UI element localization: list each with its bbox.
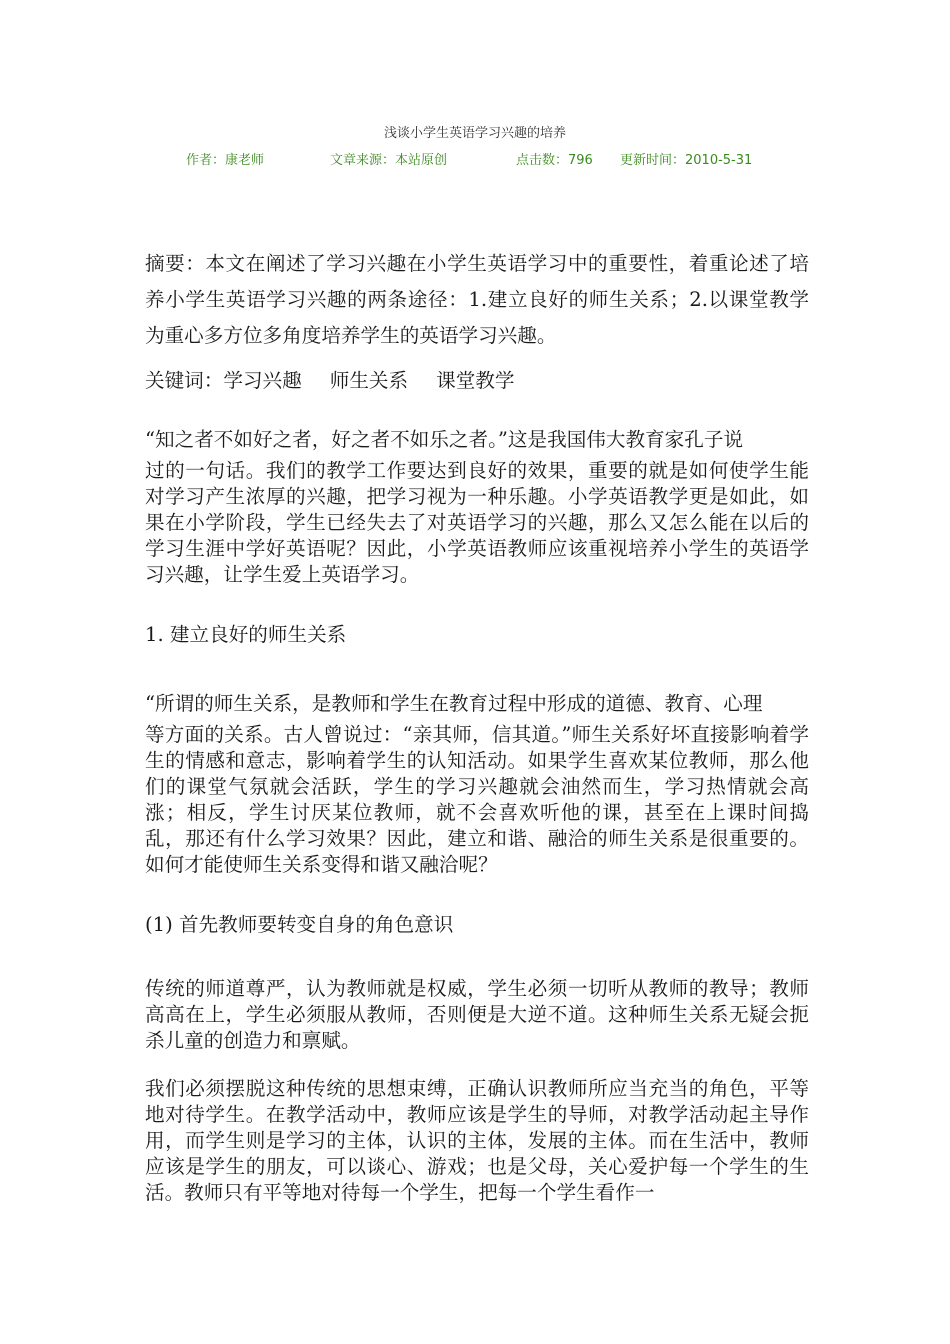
article-body — [145, 246, 809, 1206]
updated-label: 更新时间： — [620, 153, 686, 168]
section1-heading: 1. 建立良好的师生关系 — [145, 623, 347, 646]
section1-paragraph — [145, 686, 809, 878]
intro-paragraph — [145, 422, 809, 588]
updated-value: 2010-5-31 — [685, 153, 753, 168]
keyword-1: 学习兴趣 — [223, 369, 302, 392]
sub1-heading: (1) 首先教师要转变自身的角色意识 — [145, 913, 454, 936]
keywords — [145, 368, 809, 394]
article-title: 浅谈小学生英语学习兴趣的培养 — [383, 126, 566, 141]
hits-value: 796 — [568, 153, 593, 168]
hits — [516, 150, 593, 172]
section1-rest: 等方面的关系。古人曾说过：“亲其师，信其道。”师生关系好坏直接影响着学生的情感和意志，影响着学生的认知活动。如果学生喜欢某位教师，那么他们的课堂气氛就会活跃，学生的学习兴趣就会油然而生，学习热情就会高涨；相反，学生讨厌某位教师，就不会喜欢听他的课，甚至在上课时间捣乱，那还有什么学习效果？因此，建立和谐、融洽的师生关系是很重要的。如何才能使师生关系变得和谐又融洽呢？ — [145, 723, 809, 876]
author: 作者：康老师 — [186, 153, 265, 168]
abstract: 摘要：本文在阐述了学习兴趣在小学生英语学习中的重要性，着重论述了培养小学生英语学习兴趣的两条途径：1.建立良好的师生关系；2.以课堂教学为重心多方位多角度培养学生的英语学习兴趣。 — [145, 252, 809, 347]
keyword-3: 课堂教学 — [436, 369, 515, 392]
keywords-label: 关键词： — [145, 369, 224, 392]
hits-label: 点击数： — [516, 153, 569, 168]
updated — [620, 150, 752, 172]
sub1-paragraph-2: 我们必须摆脱这种传统的思想束缚，正确认识教师所应当充当的角色，平等地对待学生。在教学活动中，教师应该是学生的导师，对教学活动起主导作用，而学生则是学习的主体，认识的主体，发展的主体。而在生活中，教师应该是学生的朋友，可以谈心、游戏；也是父母，关心爱护每一个学生的生活。教师只有平等地对待每一个学生，把每一个学生看作一 — [145, 1077, 809, 1204]
keyword-2: 师生关系 — [329, 369, 409, 392]
article-meta — [0, 150, 950, 172]
section1-first-line: “所谓的师生关系，是教师和学生在教育过程中形成的道德、教育、心理 — [145, 692, 763, 715]
sub1-paragraph-1: 传统的师道尊严，认为教师就是权威，学生必须一切听从教师的教导；教师高高在上，学生必须服从教师，否则便是大逆不道。这种师生关系无疑会扼杀儿童的创造力和禀赋。 — [145, 977, 809, 1052]
intro-first-line: “知之者不如好之者，好之者不如乐之者。”这是我国伟大教育家孔子说 — [145, 428, 744, 451]
source: 文章来源：本站原创 — [330, 153, 448, 168]
intro-rest: 过的一句话。我们的教学工作要达到良好的效果，重要的就是如何使学生能对学习产生浓厚的兴趣，把学习视为一种乐趣。小学英语教学更是如此，如果在小学阶段，学生已经失去了对英语学习的兴趣，那么又怎么能在以后的学习生涯中学好英语呢？因此，小学英语教师应该重视培养小学生的英语学习兴趣，让学生爱上英语学习。 — [145, 459, 809, 586]
